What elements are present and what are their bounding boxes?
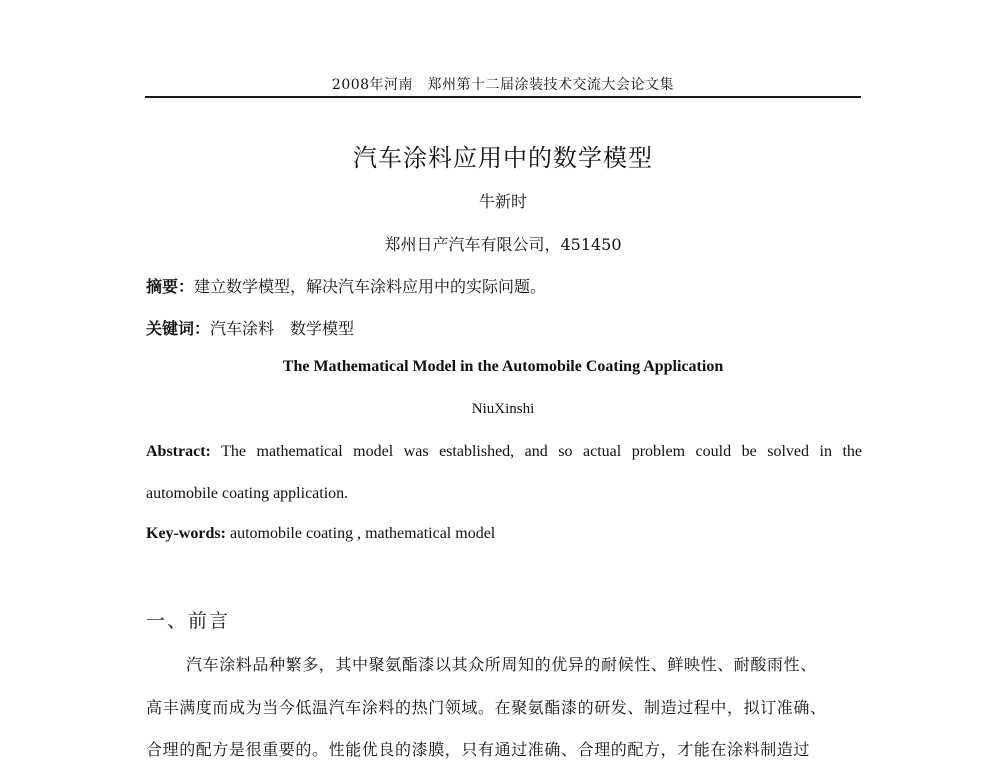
keywords-en-text: automobile coating , mathematical model	[229, 525, 496, 542]
abstract-en-label: Abstract:	[146, 443, 211, 460]
body-line-2: 高丰满度而成为当今低温汽车涂料的热门领域。在聚氨酯漆的研发、制造过程中，拟订准确、	[146, 698, 827, 717]
author-name-cn: 牛新时	[478, 192, 527, 211]
keywords-en-label: Key-words:	[146, 525, 226, 542]
body-line-3: 合理的配方是很重要的。性能优良的漆膜，只有通过准确、合理的配方，才能在涂料制造过	[146, 740, 811, 759]
abstract-en-text-1: The mathematical model was established, and so actual problem could be solved in the	[221, 443, 863, 460]
keywords-en	[146, 525, 862, 543]
abstract-cn-label: 摘要：	[146, 277, 195, 296]
keywords-cn-label: 关键词：	[146, 319, 211, 338]
affiliation-cn: 郑州日产汽车有限公司，451450	[384, 235, 622, 254]
header-rule	[145, 96, 861, 98]
abstract-cn-text: 建立数学模型，解决汽车涂料应用中的实际问题。	[194, 277, 547, 296]
body-line-1: 汽车涂料品种繁多，其中聚氨酯漆以其众所周知的优异的耐候性、鲜映性、耐酸雨性、	[186, 655, 817, 674]
abstract-en-line-1	[146, 443, 862, 461]
keywords-cn-text: 汽车涂料 数学模型	[210, 319, 355, 338]
section-heading: 一、前言	[146, 610, 231, 632]
paper-title-cn: 汽车涂料应用中的数学模型	[353, 144, 653, 172]
running-head: 2008年河南 郑州第十二届涂装技术交流大会论文集	[331, 77, 675, 93]
abstract-en-line-2: automobile coating application.	[146, 485, 349, 502]
paper-title-en: The Mathematical Model in the Automobile Coating Application	[282, 358, 724, 375]
abstract-cn	[146, 274, 862, 297]
keywords-cn	[146, 316, 862, 339]
author-name-en: NiuXinshi	[471, 401, 535, 417]
